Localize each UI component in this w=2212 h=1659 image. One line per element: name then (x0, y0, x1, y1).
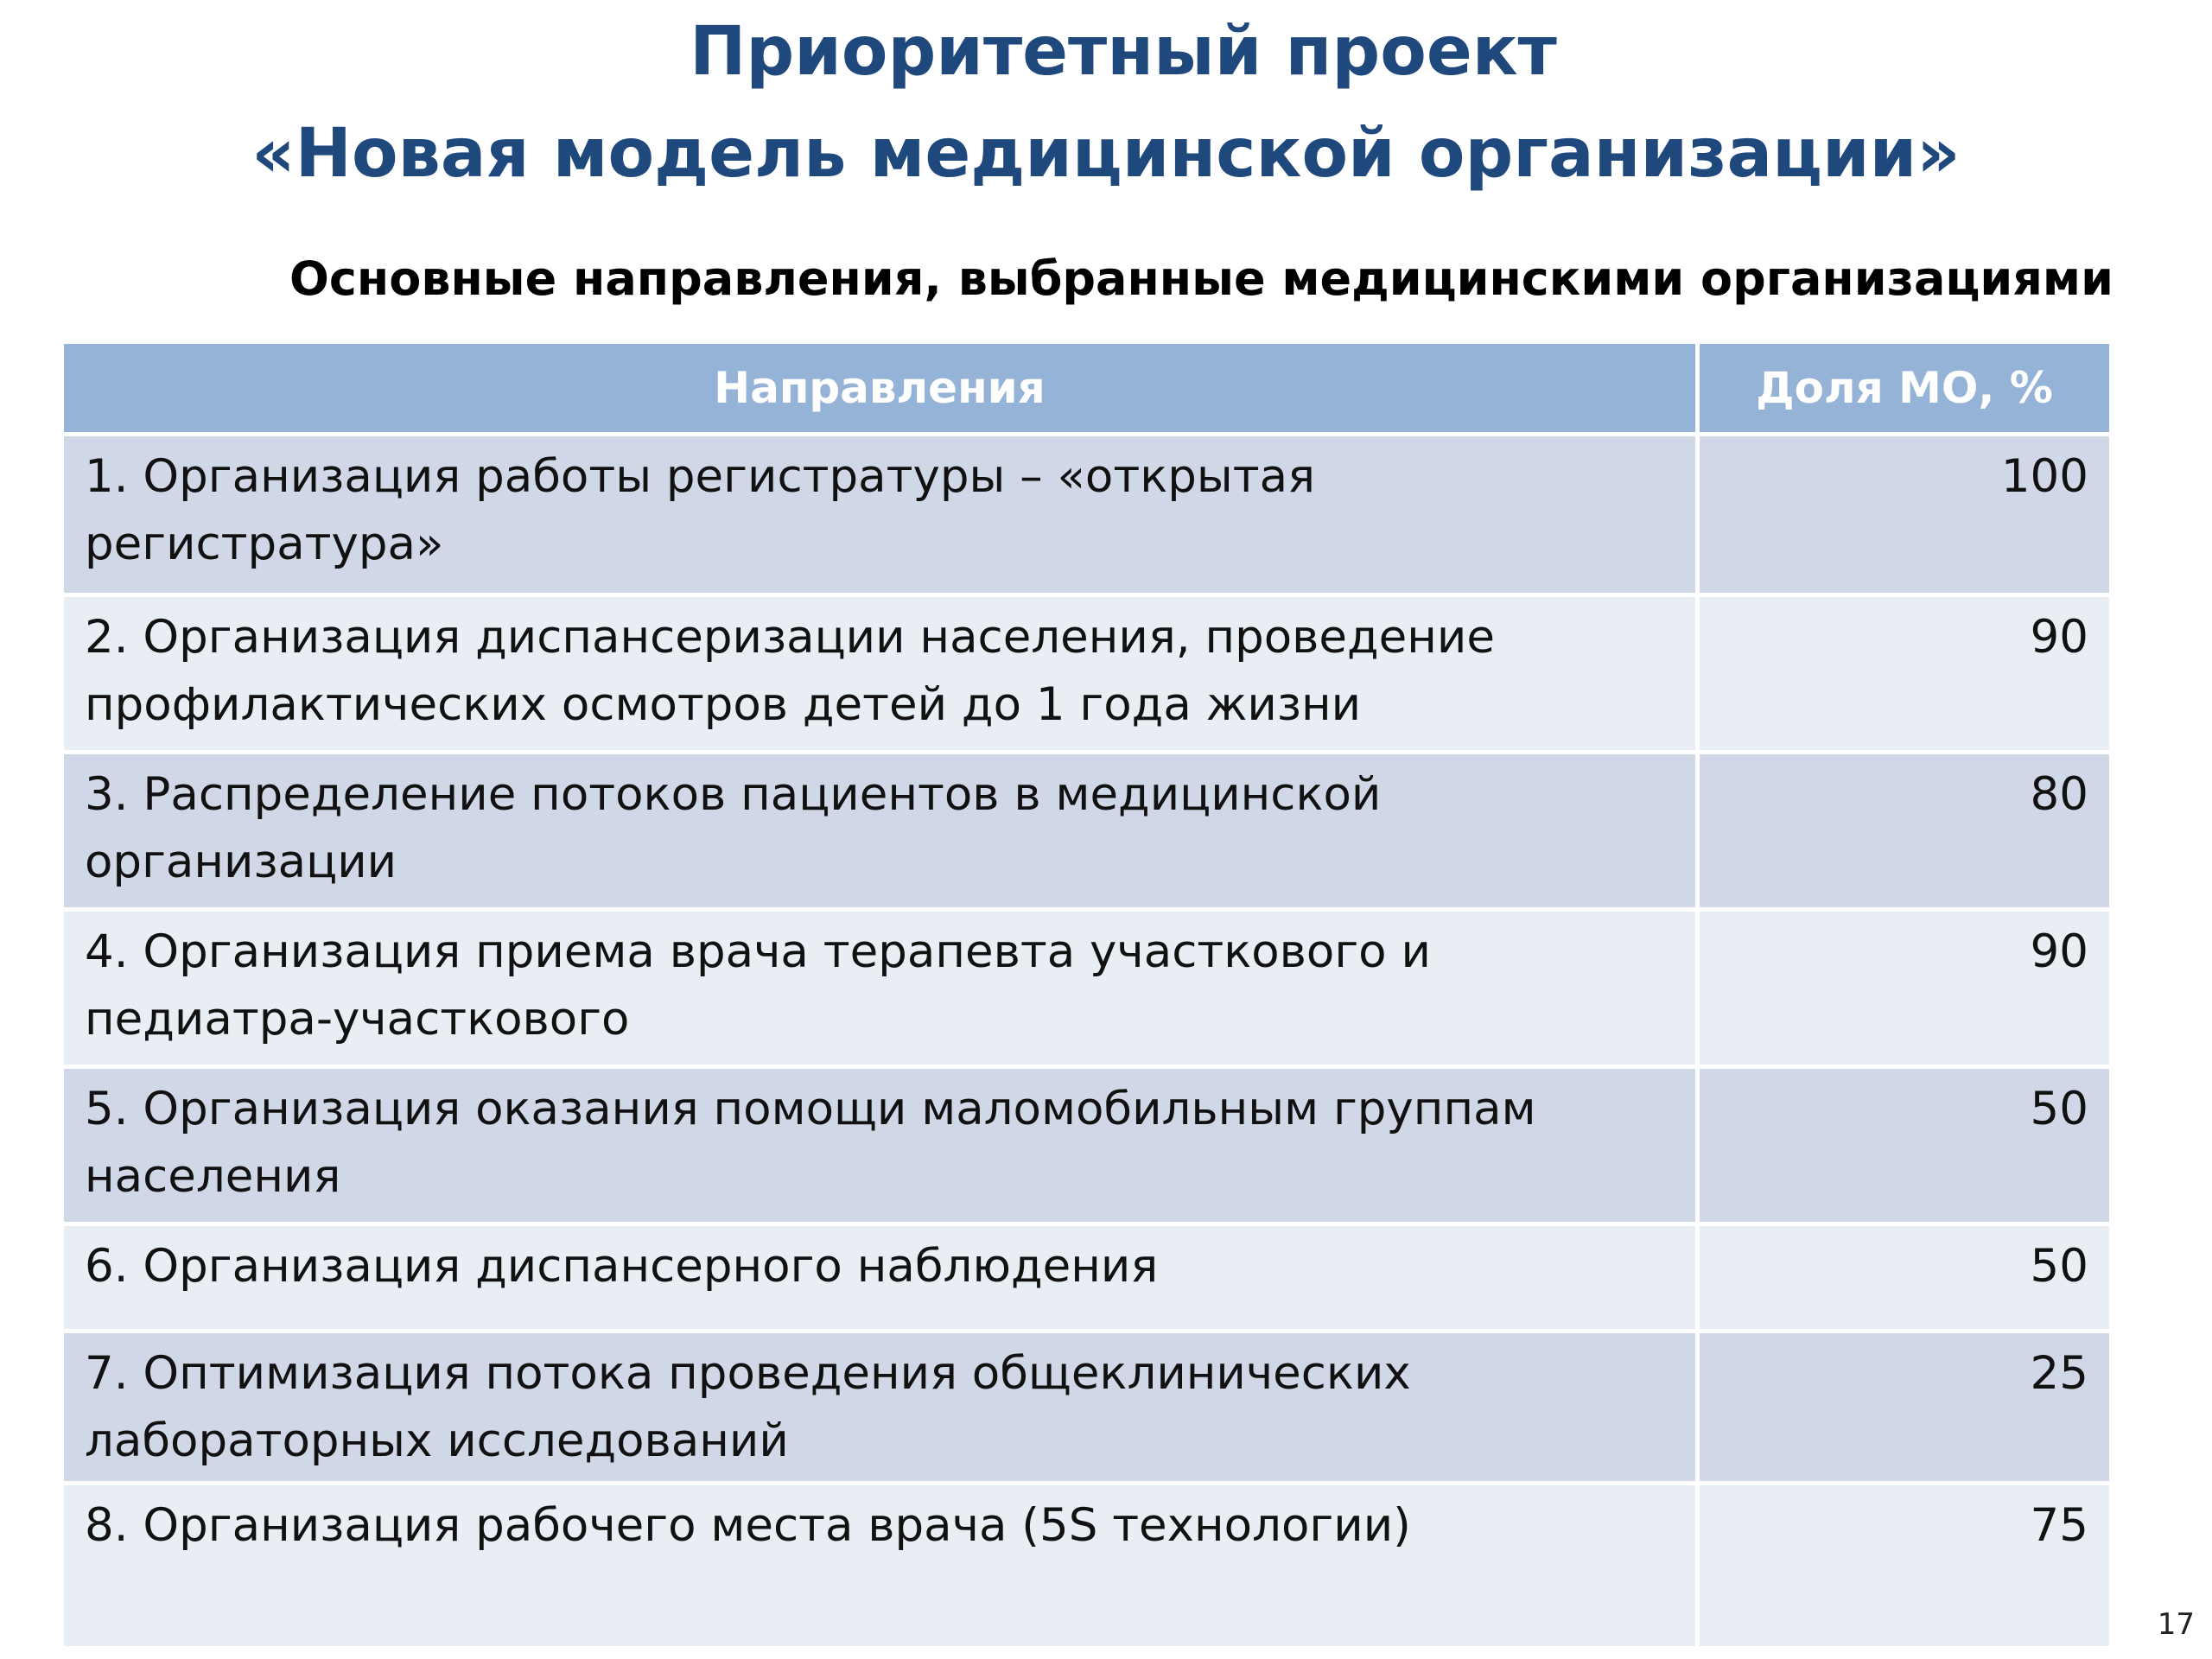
row-share: 90 (1698, 595, 2112, 753)
table-row (62, 1484, 2112, 1649)
row-direction: 2. Организация диспансеризации населения, проведение профилактических осмотров детей до 1 года жизни (62, 595, 1698, 753)
row-share: 50 (1698, 1067, 2112, 1224)
row-share: 90 (1698, 910, 2112, 1067)
row-share: 80 (1698, 753, 2112, 910)
row-direction: 7. Оптимизация потока проведения общеклинических лабораторных исследований (62, 1332, 1698, 1484)
directions-table (60, 340, 2113, 1650)
header-share: Доля МО, % (1698, 342, 2112, 435)
table-row (62, 753, 2112, 910)
title-line-2: «Новая модель медицинской организации» (251, 115, 1961, 193)
row-direction: 5. Организация оказания помощи маломобильным группам населения (62, 1067, 1698, 1224)
row-direction: 3. Распределение потоков пациентов в медицинской организации (62, 753, 1698, 910)
subtitle: Основные направления, выбранные медицинскими организациями (289, 251, 2113, 306)
table-row (62, 910, 2112, 1067)
row-share: 75 (1698, 1484, 2112, 1649)
table-row (62, 1224, 2112, 1332)
table-row (62, 595, 2112, 753)
slide-number: 17 (2157, 1607, 2195, 1642)
row-direction: 4. Организация приема врача терапевта участкового и педиатра-участкового (62, 910, 1698, 1067)
row-direction: 1. Организация работы регистратуры – «открытая регистратура» (62, 435, 1698, 595)
row-share: 100 (1698, 435, 2112, 595)
row-share: 25 (1698, 1332, 2112, 1484)
table-row (62, 435, 2112, 595)
title-line-1: Приоритетный проект (690, 13, 1557, 91)
table-header-row (62, 342, 2112, 435)
row-direction: 8. Организация рабочего места врача (5S технологии) (62, 1484, 1698, 1649)
header-directions: Направления (62, 342, 1698, 435)
row-direction: 6. Организация диспансерного наблюдения (62, 1224, 1698, 1332)
table-row (62, 1332, 2112, 1484)
table-row (62, 1067, 2112, 1224)
row-share: 50 (1698, 1224, 2112, 1332)
